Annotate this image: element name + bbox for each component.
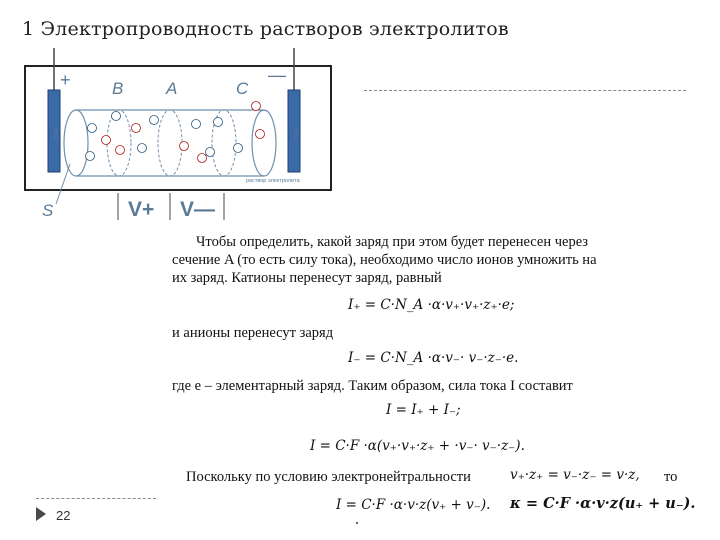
slide-title: 1 Электропроводность растворов электролитов [22, 18, 509, 40]
paragraph-1-line-3: их заряд. Катионы перенесут заряд, равный [172, 270, 442, 286]
solution-label: раствор электролита [246, 178, 300, 184]
page-arrow-icon [36, 507, 46, 521]
paragraph-1-line-2: сечение A (то есть силу тока), необходимо число ионов умножить на [172, 252, 597, 268]
formula-electroneutrality: v₊·z₊ = v₋·z₋ = v·z, [510, 467, 640, 483]
minus-sign: — [268, 65, 286, 85]
page-number: 22 [56, 508, 71, 523]
paragraph-1-line-1: Чтобы определить, какой заряд при этом будет перенесен через [196, 234, 589, 250]
tube-right-end [252, 110, 276, 176]
electrolysis-diagram [24, 48, 344, 228]
paragraph-4-to: то [664, 469, 678, 485]
section-a [158, 110, 182, 176]
cations [102, 102, 265, 163]
formula-current-final: I = C·F ·α·v·z(v₊ + v₋). [336, 497, 491, 513]
label-b: B [112, 79, 124, 98]
formula-current-full: I = C·F ·α(v₊·v₊·z₊ + ·v₋· v₋·z₋). [310, 438, 525, 454]
label-a: A [166, 79, 178, 98]
label-c: C [236, 79, 249, 98]
title-divider [364, 90, 686, 91]
anions [86, 112, 243, 161]
right-electrode-label: Voz [292, 128, 298, 140]
left-electrode-label: Sisiz [52, 127, 58, 141]
section-b [107, 110, 131, 176]
tube-left-end [64, 110, 88, 176]
formula-cation-charge: I₊ = C·N_A ·α·v₊·v₊·z₊·e; [348, 297, 515, 313]
plus-sign: + [60, 70, 71, 90]
paragraph-4-text: Поскольку по условию электронейтральности [186, 469, 471, 485]
paragraph-2: и анионы перенесут заряд [172, 325, 334, 341]
footer-divider [36, 498, 156, 499]
label-s: S [42, 201, 54, 220]
formula-current-sum: I = I₊ + I₋; [386, 402, 461, 418]
label-v-minus: V— [180, 198, 216, 221]
formula-anion-charge: I₋ = C·N_A ·α·v₋· v₋·z₋·e. [348, 350, 519, 366]
formula-conductivity: κ = C·F ·α·v·z(u₊ + u₋). [510, 495, 696, 512]
paragraph-3: где e – элементарный заряд. Таким образом, сила тока I составит [172, 378, 573, 394]
stray-mark [356, 522, 358, 524]
label-v-plus: V+ [128, 198, 155, 221]
